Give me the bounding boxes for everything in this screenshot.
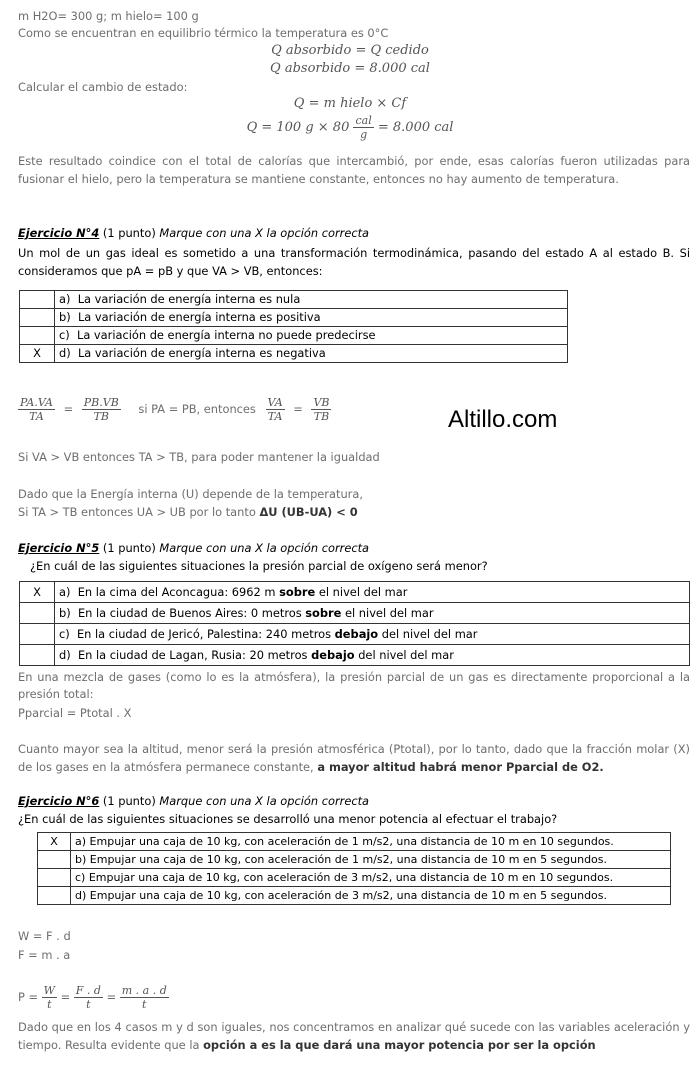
exercise-4-title: Ejercicio N°4 — [18, 226, 100, 240]
fraction-numerator: cal — [355, 114, 372, 127]
exercise-4-gas-equation — [18, 396, 690, 436]
option-text: La variación de energía interna es positiva — [77, 310, 321, 324]
fraction-numerator: VB — [313, 396, 330, 409]
option-letter: c) — [59, 328, 70, 342]
option-cell — [55, 327, 568, 345]
equation-q-balance: Q absorbido = Q cedido — [271, 43, 429, 58]
exercise-5-partial-pressure-formula: Pparcial = Ptotal . X — [18, 706, 132, 720]
option-letter: b) — [75, 853, 87, 866]
explanation-conclusion: a mayor altitud habrá menor Pparcial de O2. — [317, 760, 604, 774]
fraction-pa-va-ta — [18, 396, 55, 423]
explanation-text: Cuanto mayor sea la altitud, menor será la presión atmosférica (Ptotal), por lo tanto, dado que la fracción molar (X) de los gases en la atmósfera permanece constante, — [18, 742, 690, 774]
fraction-fd-t — [74, 984, 103, 1011]
option-mark[interactable] — [38, 887, 71, 905]
option-mark[interactable] — [20, 309, 55, 327]
option-bold: sobre — [305, 605, 342, 620]
option-text-end: del nivel del mar — [381, 626, 478, 641]
option-mark[interactable] — [38, 851, 71, 869]
option-letter: b) — [59, 310, 71, 324]
option-mark[interactable]: X — [20, 582, 55, 603]
fraction-pb-vb-tb — [82, 396, 121, 423]
work-formula: W = F . d — [18, 929, 71, 943]
fraction-denominator: g — [360, 128, 368, 141]
equals-sign: = — [63, 402, 74, 416]
option-mark[interactable] — [20, 645, 55, 666]
option-mark[interactable] — [20, 603, 55, 624]
fraction-denominator: t — [86, 998, 91, 1011]
exercise-6-instruction: Marque con una X la opción correcta — [159, 794, 370, 808]
option-text: Empujar una caja de 10 kg, con aceleración de 3 m/s2, una distancia de 10 m en 10 segundos. — [88, 871, 614, 884]
option-letter: c) — [75, 871, 86, 884]
option-text: Empujar una caja de 10 kg, con aceleración de 1 m/s2, una distancia de 10 m en 10 segundos. — [89, 835, 614, 848]
exercise-5-points: (1 punto) — [102, 541, 156, 555]
equation-q-absorbed: Q absorbido = 8.000 cal — [270, 61, 430, 76]
option-row[interactable] — [20, 327, 568, 345]
fraction-denominator: TA — [29, 410, 44, 423]
option-mark[interactable] — [20, 327, 55, 345]
exercise-4-instruction: Marque con una X la opción correcta — [159, 226, 370, 240]
equals-sign: = — [293, 402, 303, 416]
option-row[interactable] — [38, 869, 671, 887]
option-cell — [71, 869, 671, 887]
option-text: En la ciudad de Lagan, Rusia: 20 metros — [77, 647, 308, 662]
option-row[interactable] — [20, 582, 690, 603]
fraction-mad-t — [120, 984, 169, 1011]
option-row[interactable] — [38, 887, 671, 905]
exercise-5-options-table — [19, 581, 690, 666]
option-cell — [55, 291, 568, 309]
explanation-text: Dado que en los 4 casos m y d son iguales, nos concentramos en analizar qué sucede con las variables aceleración y tiempo. Resulta evidente que la — [18, 1020, 690, 1052]
option-row[interactable] — [38, 851, 671, 869]
fraction-denominator: TB — [313, 410, 330, 423]
exercise-6-options-table — [37, 832, 671, 905]
fraction-numerator: F . d — [75, 984, 101, 997]
exercise-6-points: (1 punto) — [102, 794, 156, 808]
exercise-5-header — [18, 541, 690, 555]
option-row[interactable] — [20, 309, 568, 327]
option-text-end: el nivel del mar — [318, 584, 408, 599]
state-change-label: Calcular el cambio de estado: — [18, 80, 188, 94]
equation-q-formula: Q = m hielo × Cf — [293, 96, 407, 111]
explanation-conclusion: opción a es la que dará una mayor potencia por ser la opción — [203, 1038, 596, 1052]
option-cell — [71, 851, 671, 869]
exercise-5-explanation-2 — [18, 740, 690, 776]
option-row[interactable] — [20, 645, 690, 666]
option-bold: debajo — [334, 626, 379, 641]
fraction-denominator: t — [47, 998, 52, 1011]
option-bold: sobre — [279, 584, 316, 599]
option-text: Empujar una caja de 10 kg, con aceleración de 3 m/s2, una distancia de 10 m en 5 segundos. — [89, 889, 608, 902]
option-row[interactable] — [20, 603, 690, 624]
exercise-5-question: ¿En cuál de las siguientes situaciones la presión parcial de oxígeno será menor? — [30, 559, 488, 573]
option-cell — [55, 645, 690, 666]
exercise-6-question: ¿En cuál de las siguientes situaciones se desarrolló una menor potencia al efectuar el trabajo? — [18, 812, 558, 826]
option-mark[interactable] — [38, 869, 71, 887]
option-letter: d) — [59, 647, 71, 662]
exercise-5-title: Ejercicio N°5 — [18, 541, 100, 555]
option-cell — [55, 309, 568, 327]
exercise-4-options-table — [19, 290, 568, 363]
option-cell — [55, 345, 568, 363]
option-row[interactable] — [20, 291, 568, 309]
equilibrium-text: Como se encuentran en equilibrio térmico la temperatura es 0°C — [18, 26, 389, 40]
explanation-text: Si TA > TB entonces UA > UB por lo tanto — [18, 505, 256, 519]
option-text: En la ciudad de Buenos Aires: 0 metros — [77, 605, 302, 620]
option-mark[interactable] — [20, 291, 55, 309]
exercise-4-question: Un mol de un gas ideal es sometido a una transformación termodinámica, pasando del estado A al estado B. Si consideramos que pA = pB y que VA > VB, entonces: — [18, 246, 690, 278]
option-cell — [71, 887, 671, 905]
option-letter: a) — [59, 584, 71, 599]
exercise-4-points: (1 punto) — [102, 226, 156, 240]
fraction-numerator: VA — [267, 396, 283, 409]
fraction-w-t — [42, 984, 57, 1011]
option-text-end: el nivel del mar — [345, 605, 434, 620]
option-cell — [55, 582, 690, 603]
exercise-4-explanation-3 — [18, 505, 690, 519]
option-text: En la ciudad de Jericó, Palestina: 240 metros — [76, 626, 332, 641]
exercise-5-explanation-1: En una mezcla de gases (como lo es la atmósfera), la presión parcial de un gas es directamente proporcional a la presión total: — [18, 670, 690, 701]
option-mark[interactable]: X — [20, 345, 55, 363]
result-explanation: Este resultado coindice con el total de calorías que intercambió, por ende, esas calorías fueron utilizadas para fusionar el hielo, pero la temperatura se mantiene constante, entonces no hay aumento de temperatura. — [18, 154, 690, 186]
exercise-4-explanation-1: Si VA > VB entonces TA > TB, para poder mantener la igualdad — [18, 450, 380, 464]
option-letter: a) — [75, 835, 87, 848]
option-text: En la cima del Aconcagua: 6962 m — [77, 584, 276, 599]
option-row[interactable] — [20, 345, 568, 363]
eq-fraction-cal-g — [353, 114, 373, 141]
eq-right: = 8.000 cal — [377, 120, 454, 135]
option-text: La variación de energía interna es negativa — [77, 346, 326, 360]
watermark-logo: Altillo.com — [448, 406, 558, 433]
power-formula — [18, 984, 690, 1020]
option-text: La variación de energía interna no puede predecirse — [76, 328, 376, 342]
fraction-numerator: W — [43, 984, 55, 997]
option-text-end: del nivel del mar — [358, 647, 454, 662]
force-formula: F = m . a — [18, 948, 71, 962]
power-label: P = — [18, 990, 39, 1004]
exercise-6-title: Ejercicio N°6 — [18, 794, 100, 808]
option-letter: b) — [59, 605, 71, 620]
option-row[interactable] — [38, 833, 671, 851]
exercise-6-explanation — [18, 1018, 690, 1054]
fraction-numerator: PA.VA — [20, 396, 53, 409]
fraction-numerator: m . a . d — [121, 984, 167, 997]
equals-sign: = — [106, 990, 117, 1004]
option-mark[interactable] — [20, 624, 55, 645]
fraction-numerator: PB.VB — [83, 396, 119, 409]
option-cell — [71, 833, 671, 851]
fraction-vb-tb — [311, 396, 331, 423]
equation-q-result — [0, 114, 700, 154]
option-text: La variación de energía interna es nula — [77, 292, 301, 306]
option-letter: a) — [59, 292, 71, 306]
option-cell — [55, 624, 690, 645]
fraction-denominator: TB — [93, 410, 109, 423]
fraction-va-ta — [266, 396, 285, 423]
exercise-4-explanation-2: Dado que la Energía interna (U) depende de la temperatura, — [18, 487, 363, 501]
exercise-4-header — [18, 226, 690, 240]
fraction-denominator: t — [142, 998, 147, 1011]
fraction-denominator: TA — [267, 410, 283, 423]
equation-middle-text: si PA = PB, entonces — [138, 402, 256, 416]
explanation-conclusion: ΔU (UB-UA) < 0 — [259, 505, 358, 519]
eq-left: Q = 100 g × 80 — [246, 120, 350, 135]
option-cell — [55, 603, 690, 624]
exercise-5-instruction: Marque con una X la opción correcta — [159, 541, 370, 555]
option-mark[interactable]: X — [38, 833, 71, 851]
exercise-6-header — [18, 794, 690, 808]
option-letter: d) — [59, 346, 71, 360]
option-letter: c) — [59, 626, 70, 641]
option-row[interactable] — [20, 624, 690, 645]
equals-sign: = — [60, 990, 71, 1004]
mass-data-line: m H2O= 300 g; m hielo= 100 g — [18, 9, 199, 23]
option-text: Empujar una caja de 10 kg, con aceleración de 1 m/s2, una distancia de 10 m en 5 segundos. — [89, 853, 608, 866]
option-bold: debajo — [311, 647, 355, 662]
option-letter: d) — [75, 889, 87, 902]
